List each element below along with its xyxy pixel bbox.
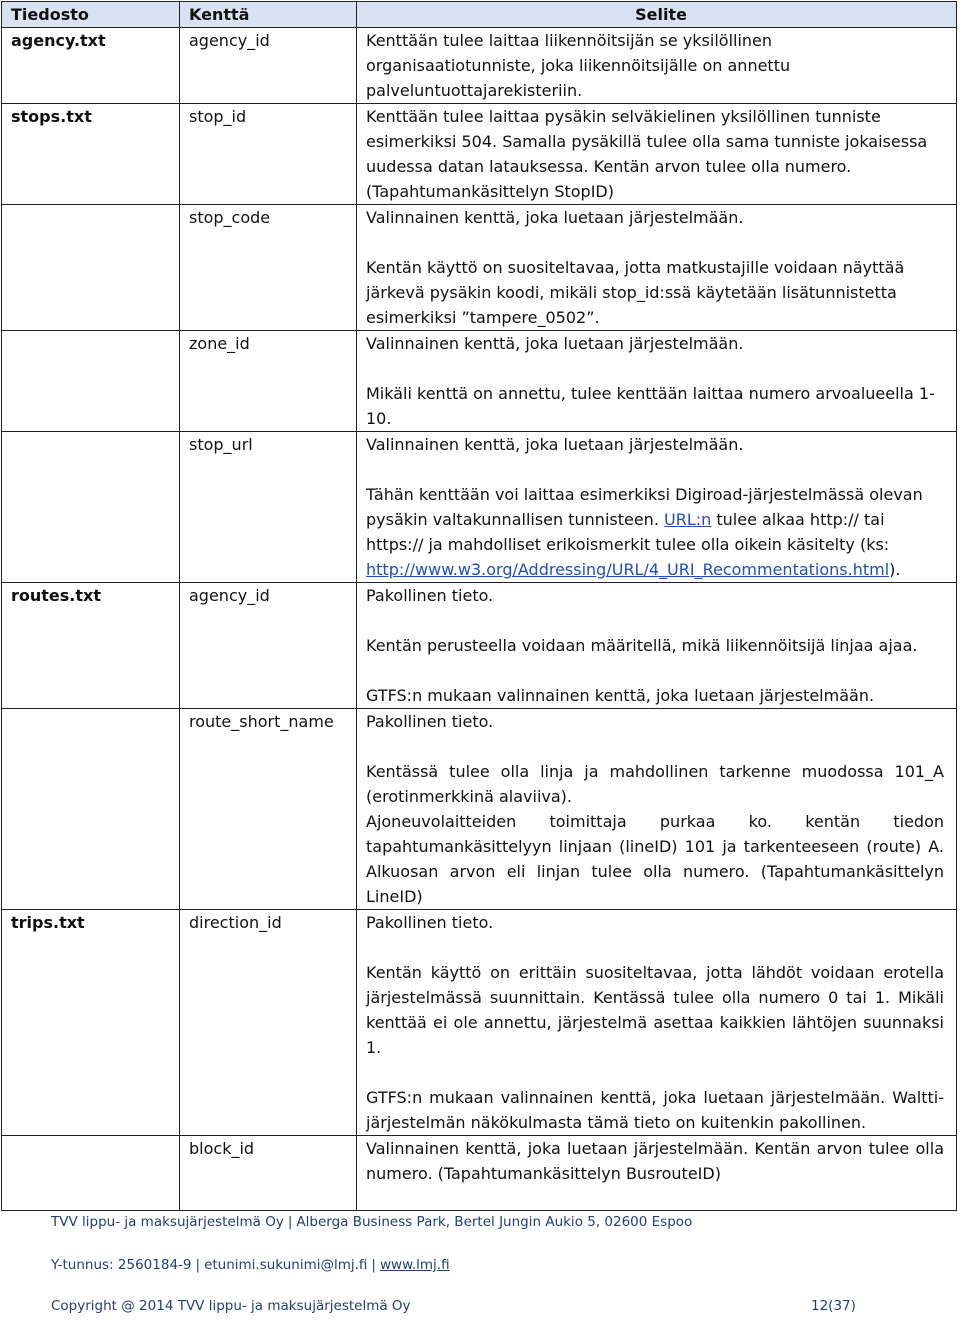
table-row <box>2 28 957 104</box>
footer-address: Alberga Business Park, Bertel Jungin Aukio 5, 02600 Espoo <box>296 1214 693 1230</box>
field-cell: block_id <box>180 1136 357 1211</box>
table-row <box>2 205 957 331</box>
footer-contact-line <box>51 1257 450 1273</box>
description-text: Kenttään tulee laittaa liikennöitsijän se yksilöllinen organisaatiotunniste, joka liikennöitsijälle on annettu palveluntuottajarekisteriin. <box>366 31 791 100</box>
footer-company: TVV lippu- ja maksujärjestelmä Oy <box>51 1214 284 1230</box>
field-cell: direction_id <box>180 910 357 1136</box>
description-cell <box>357 205 957 331</box>
file-cell: stops.txt <box>2 104 180 205</box>
footer-separator: | <box>195 1257 201 1273</box>
table-row <box>2 331 957 432</box>
description-cell <box>357 331 957 432</box>
description-text: Pakollinen tieto. <box>366 712 494 731</box>
file-cell: trips.txt <box>2 910 180 1136</box>
footer-email: etunimi.sukunimi@lmj.fi <box>204 1257 368 1273</box>
field-cell: stop_code <box>180 205 357 331</box>
description-text: Valinnainen kenttä, joka luetaan järjestelmään. <box>366 334 744 353</box>
description-text: Valinnainen kenttä, joka luetaan järjestelmään. <box>366 435 744 454</box>
description-cell <box>357 104 957 205</box>
description-text: Ajoneuvolaitteiden toimittaja purkaa ko. kentän tiedon tapahtumankäsittelyyn linjaan (lineID) 101 ja tarkenteeseen (route) A. Alkuosan arvon eli linjan tulee olla numero. (Tapahtumankäsittelyn LineID) <box>366 812 944 906</box>
page-number: 12(37) <box>811 1298 856 1314</box>
description-text: Kenttään tulee laittaa pysäkin selväkielinen yksilöllinen tunniste esimerkiksi 504. Samalla pysäkillä tulee olla sama tunniste jokaisessa uudessa datan latauksessa. Kentän arvon tulee olla numero. (Tapahtumankäsittelyn StopID) <box>366 107 928 201</box>
file-cell <box>2 432 180 583</box>
field-cell: stop_id <box>180 104 357 205</box>
description-cell <box>357 432 957 583</box>
description-cell <box>357 583 957 709</box>
gtfs-field-table <box>1 1 957 1211</box>
table-header-row <box>2 2 957 28</box>
file-cell: agency.txt <box>2 28 180 104</box>
field-cell: stop_url <box>180 432 357 583</box>
description-text: Kentän perusteella voidaan määritellä, mikä liikennöitsijä linjaa ajaa. <box>366 636 918 655</box>
description-text: Pakollinen tieto. <box>366 586 494 605</box>
file-cell <box>2 205 180 331</box>
description-text-part: ). <box>889 560 901 579</box>
description-text: Pakollinen tieto. <box>366 913 494 932</box>
description-text: Valinnainen kenttä, joka luetaan järjestelmään. <box>366 208 744 227</box>
description-text: Kentän käyttö on erittäin suositeltavaa, jotta lähdöt voidaan erotella järjestelmässä suunnittain. Kentässä tulee olla numero 0 tai 1. Mikäli kenttää ei ole annettu, järjestelmä asettaa kaikkien lähtöjen suunnaksi 1. <box>366 963 944 1057</box>
table-row <box>2 1136 957 1211</box>
description-cell <box>357 1136 957 1211</box>
footer-copyright: Copyright @ 2014 TVV lippu- ja maksujärjestelmä Oy <box>51 1298 411 1314</box>
table-row <box>2 583 957 709</box>
footer-separator: | <box>287 1214 293 1230</box>
description-text <box>366 482 944 582</box>
description-text: Kentän käyttö on suositeltavaa, jotta matkustajille voidaan näyttää järkevä pysäkin koodi, mikäli stop_id:ssä käytetään lisätunnistetta esimerkiksi ”tampere_0502”. <box>366 258 905 327</box>
field-cell: zone_id <box>180 331 357 432</box>
file-cell <box>2 709 180 910</box>
footer-separator: | <box>371 1257 376 1273</box>
header-file: Tiedosto <box>2 2 180 28</box>
file-cell: routes.txt <box>2 583 180 709</box>
table-row <box>2 432 957 583</box>
w3-recommendation-link[interactable]: http://www.w3.org/Addressing/URL/4_URI_Recommentations.html <box>366 560 890 579</box>
description-text: Mikäli kenttä on annettu, tulee kenttään laittaa numero arvoalueella 1-10. <box>366 384 935 428</box>
header-description: Selite <box>357 2 957 28</box>
file-cell <box>2 1136 180 1211</box>
table-row <box>2 910 957 1136</box>
footer-business-id: Y-tunnus: 2560184-9 <box>51 1257 192 1273</box>
footer-company-line <box>51 1214 692 1230</box>
description-cell <box>357 910 957 1136</box>
description-text: GTFS:n mukaan valinnainen kenttä, joka luetaan järjestelmään. <box>366 686 875 705</box>
header-field: Kenttä <box>180 2 357 28</box>
description-cell <box>357 709 957 910</box>
file-cell <box>2 331 180 432</box>
field-cell: route_short_name <box>180 709 357 910</box>
table-row <box>2 709 957 910</box>
description-text: GTFS:n mukaan valinnainen kenttä, joka luetaan järjestelmään. Waltti-järjestelmän näkökulmasta tämä tieto on kuitenkin pakollinen. <box>366 1088 944 1132</box>
url-link[interactable]: URL:n <box>664 510 712 529</box>
description-cell <box>357 28 957 104</box>
description-text-part: Tähän kenttään voi laittaa esimerkiksi Digiroad-järjestelmässä olevan pysäkin valtakunnallisen tunnisteen. <box>366 485 923 529</box>
field-cell: agency_id <box>180 28 357 104</box>
table-row <box>2 104 957 205</box>
footer-website-link[interactable]: www.lmj.fi <box>379 1257 450 1273</box>
field-cell: agency_id <box>180 583 357 709</box>
description-text: Kentässä tulee olla linja ja mahdollinen tarkenne muodossa 101_A (erotinmerkkinä alaviiva). <box>366 762 944 806</box>
description-text-part: tulee alkaa http:// tai https:// ja mahdolliset erikoismerkit tulee olla oikein käsitelty (ks: <box>366 510 890 554</box>
description-text: Valinnainen kenttä, joka luetaan järjestelmään. Kentän arvon tulee olla numero. (Tapahtumankäsittelyn BusrouteID) <box>366 1139 944 1183</box>
